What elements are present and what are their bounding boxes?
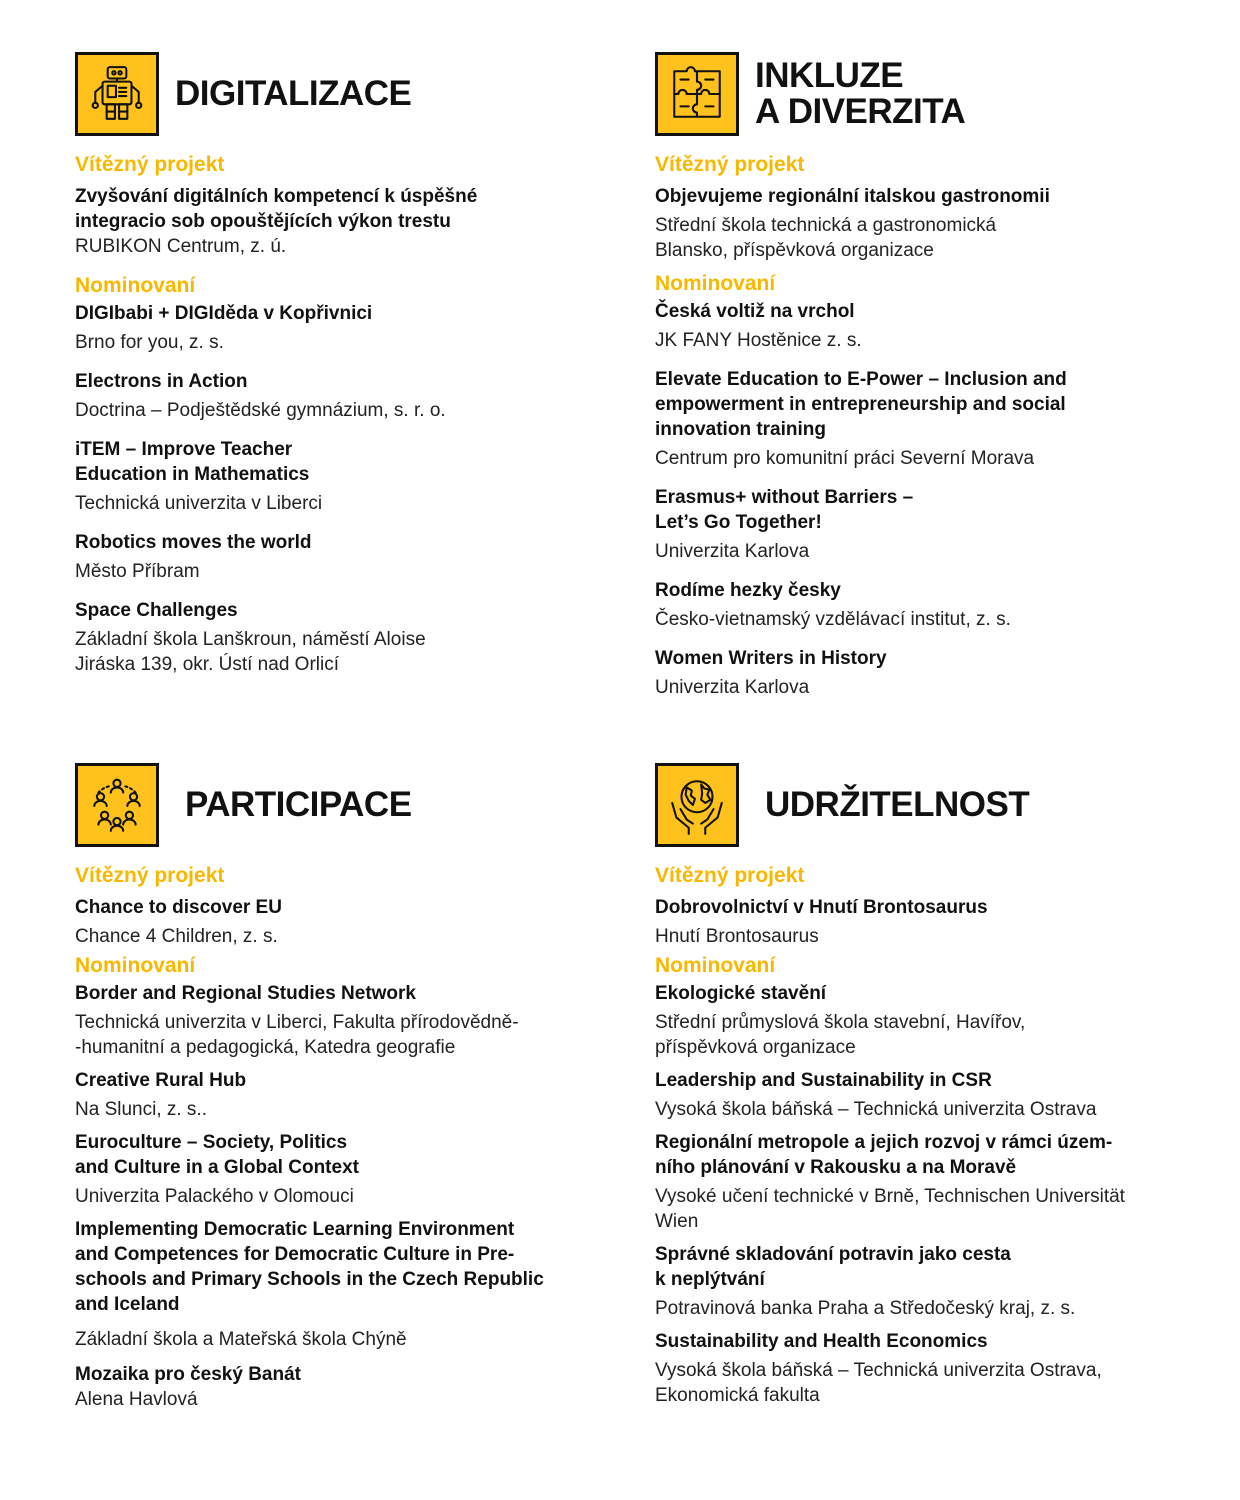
nominated-entry — [75, 1217, 615, 1352]
winner-entry — [75, 895, 615, 949]
section-udrzitelnost — [655, 763, 1195, 1408]
project-organization: JK FANY Hostěnice z. s. — [655, 330, 862, 351]
nominated-entry — [655, 1068, 1195, 1122]
project-name: Ekologické stavění — [655, 983, 827, 1004]
section-digitalizace — [75, 52, 615, 677]
nominated-entry — [655, 299, 1195, 353]
project-name: Správné skladování potravin jako cesta k neplýtvání — [655, 1244, 1011, 1290]
nominated-entry — [75, 530, 615, 584]
nominated-list — [75, 981, 615, 1412]
nominated-entry — [75, 1362, 615, 1412]
project-name: Robotics moves the world — [75, 532, 312, 553]
nominated-entry — [655, 578, 1195, 632]
project-organization: Univerzita Palackého v Olomouci — [75, 1186, 354, 1207]
nominated-entry — [75, 1130, 615, 1209]
nominated-label: Nominovaní — [75, 274, 196, 297]
nominated-entry — [75, 437, 615, 516]
project-organization: Technická univerzita v Liberci — [75, 493, 323, 514]
section-header — [655, 763, 1195, 847]
project-name: Leadership and Sustainability in CSR — [655, 1070, 992, 1091]
section-participace — [75, 763, 615, 1412]
section-header — [75, 763, 615, 847]
project-name: Mozaika pro český Banát — [75, 1364, 301, 1385]
nominated-label: Nominovaní — [75, 954, 196, 977]
project-organization: Město Příbram — [75, 561, 200, 582]
nominated-entry — [655, 1242, 1195, 1321]
project-organization: Vysoké učení technické v Brně, Technischen Universität Wien — [655, 1186, 1125, 1232]
nominated-entry — [75, 369, 615, 423]
project-organization: Centrum pro komunitní práci Severní Morava — [655, 448, 1035, 469]
winner-label: Vítězný projekt — [75, 153, 225, 176]
project-name: Zvyšování digitálních kompetencí k úspěšné integracio sob opouštějících výkon trestu — [75, 186, 478, 232]
project-name: DIGIbabi + DIGIděda v Kopřivnici — [75, 303, 373, 324]
section-title: INKLUZE A DIVERZITA — [755, 56, 966, 131]
project-organization: Střední škola technická a gastronomická Blansko, příspěvková organizace — [655, 215, 997, 261]
project-organization: Alena Havlová — [75, 1389, 198, 1410]
project-organization: Potravinová banka Praha a Středočeský kraj, z. s. — [655, 1298, 1076, 1319]
project-name: Creative Rural Hub — [75, 1070, 247, 1091]
nominated-entry — [655, 1329, 1195, 1408]
project-organization: Univerzita Karlova — [655, 541, 810, 562]
section-header — [75, 52, 615, 136]
winner-entry — [75, 184, 615, 259]
project-name: Euroculture – Society, Politics and Culture in a Global Context — [75, 1132, 359, 1178]
project-organization: Chance 4 Children, z. s. — [75, 926, 278, 947]
project-name: Chance to discover EU — [75, 897, 282, 918]
winner-label: Vítězný projekt — [75, 864, 225, 887]
project-name: Elevate Education to E-Power – Inclusion and empowerment in entrepreneurship and social innovation training — [655, 369, 1067, 440]
project-name: iTEM – Improve Teacher Education in Mathematics — [75, 439, 310, 485]
project-name: Space Challenges — [75, 600, 238, 621]
globe-hands-icon — [655, 763, 739, 847]
winner-entry — [655, 895, 1195, 949]
project-name: Erasmus+ without Barriers – Let’s Go Together! — [655, 487, 914, 533]
winner-label: Vítězný projekt — [655, 864, 805, 887]
project-name: Objevujeme regionální italskou gastronomii — [655, 186, 1050, 207]
nominated-entry — [655, 646, 1195, 700]
project-name: Border and Regional Studies Network — [75, 983, 416, 1004]
project-organization: Česko-vietnamský vzdělávací institut, z. s. — [655, 609, 1011, 630]
project-organization: Hnutí Brontosaurus — [655, 926, 819, 947]
nominated-entry — [75, 301, 615, 355]
nominated-entry — [75, 1068, 615, 1122]
project-name: Rodíme hezky česky — [655, 580, 841, 601]
project-organization: Na Slunci, z. s.. — [75, 1099, 207, 1120]
project-organization: Střední průmyslová škola stavební, Havířov, příspěvková organizace — [655, 1012, 1026, 1058]
nominated-list — [655, 299, 1195, 700]
winner-label: Vítězný projekt — [655, 153, 805, 176]
nominated-label: Nominovaní — [655, 954, 776, 977]
project-organization: Základní škola a Mateřská škola Chýně — [75, 1329, 407, 1350]
section-title: PARTICIPACE — [185, 785, 412, 824]
nominated-entry — [75, 981, 615, 1060]
project-name: Dobrovolnictví v Hnutí Brontosaurus — [655, 897, 988, 918]
section-header — [655, 52, 1195, 136]
section-inkluze-a-diverzita — [655, 52, 1195, 700]
project-name: Česká voltiž na vrchol — [655, 301, 855, 322]
nominated-entry — [75, 598, 615, 677]
project-name: Women Writers in History — [655, 648, 887, 669]
project-organization: Vysoká škola báňská – Technická univerzita Ostrava — [655, 1099, 1097, 1120]
nominated-list — [75, 301, 615, 677]
nominated-list — [655, 981, 1195, 1408]
robot-icon — [75, 52, 159, 136]
project-organization: Technická univerzita v Liberci, Fakulta přírodovědně- -humanitní a pedagogická, Katedra geografie — [75, 1012, 519, 1058]
nominated-entry — [655, 1130, 1195, 1234]
project-organization: RUBIKON Centrum, z. ú. — [75, 236, 287, 257]
project-name: Regionální metropole a jejich rozvoj v rámci územ- ního plánování v Rakousku a na Moravě — [655, 1132, 1113, 1178]
project-name: Sustainability and Health Economics — [655, 1331, 988, 1352]
section-title: UDRŽITELNOST — [765, 785, 1030, 824]
project-name: Electrons in Action — [75, 371, 248, 392]
people-circle-icon — [75, 763, 159, 847]
section-title: DIGITALIZACE — [175, 74, 412, 113]
nominated-entry — [655, 367, 1195, 471]
project-name: Implementing Democratic Learning Environment and Competences for Democratic Culture in Pre- schools and Primary Schools in the Czech Republic and Iceland — [75, 1219, 544, 1315]
nominated-entry — [655, 981, 1195, 1060]
project-organization: Univerzita Karlova — [655, 677, 810, 698]
nominated-label: Nominovaní — [655, 272, 776, 295]
winner-entry — [655, 184, 1195, 263]
project-organization: Vysoká škola báňská – Technická univerzita Ostrava, Ekonomická fakulta — [655, 1360, 1102, 1406]
puzzle-icon — [655, 52, 739, 136]
project-organization: Brno for you, z. s. — [75, 332, 224, 353]
nominated-entry — [655, 485, 1195, 564]
project-organization: Doctrina – Podještědské gymnázium, s. r. o. — [75, 400, 446, 421]
project-organization: Základní škola Lanškroun, náměstí Aloise Jiráska 139, okr. Ústí nad Orlicí — [75, 629, 426, 675]
